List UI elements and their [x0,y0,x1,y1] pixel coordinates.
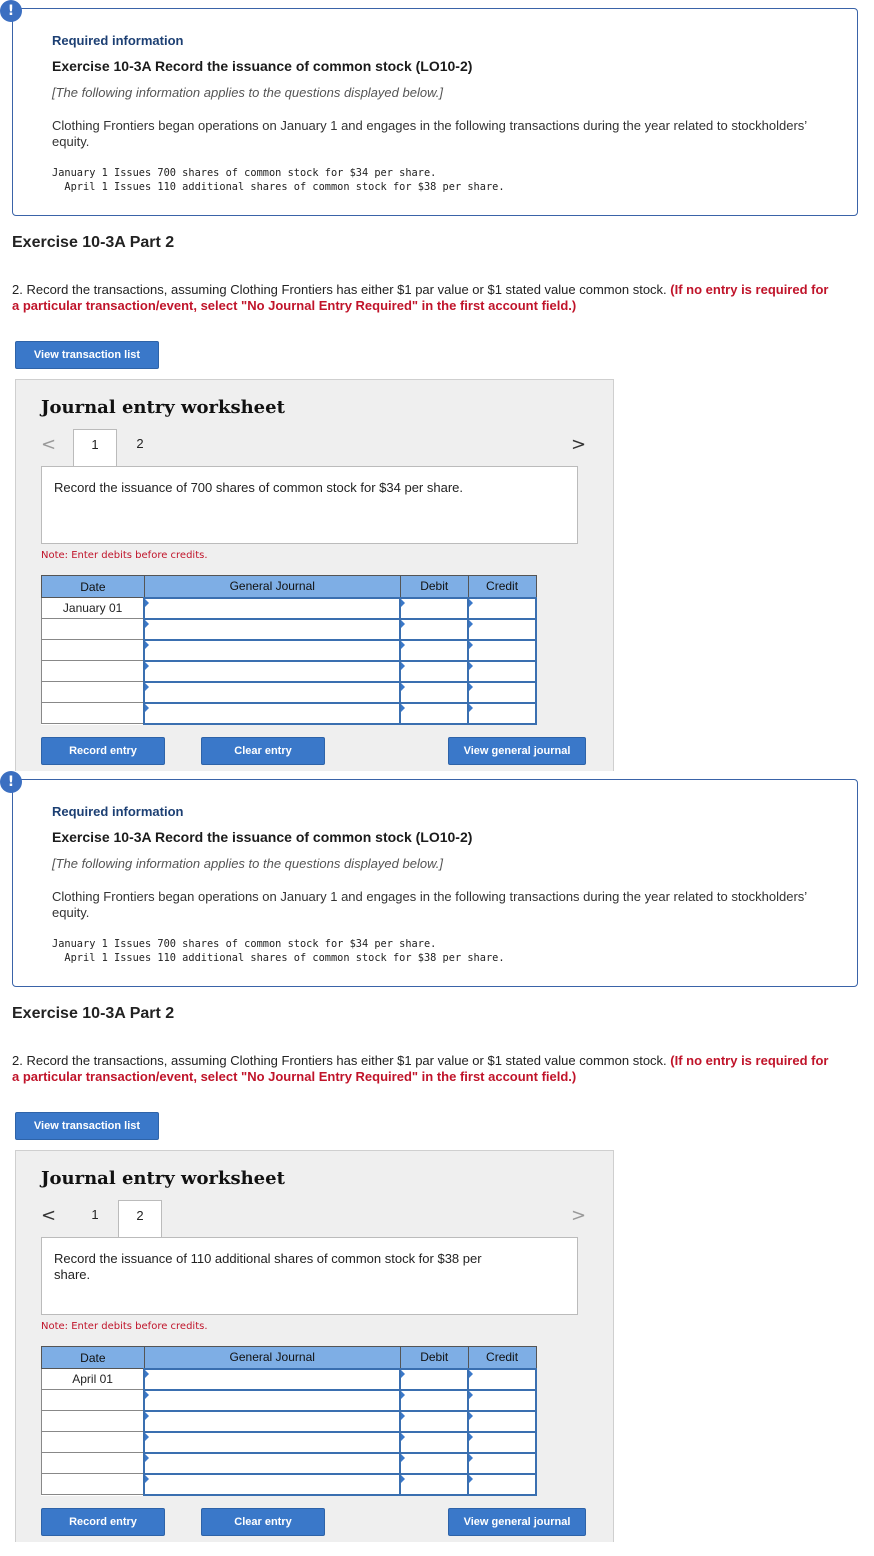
date-cell [42,1474,145,1495]
credit-field[interactable] [468,661,536,682]
alert-icon: ! [0,771,22,793]
journal-entry-worksheet [15,1150,614,1542]
debit-field[interactable] [400,1432,468,1453]
credit-field[interactable] [468,1453,536,1474]
record-entry-button[interactable]: Record entry [41,1508,165,1536]
transactions-list: January 1 Issues 700 shares of common stock for $34 per share. April 1 Issues 110 additional shares of common stock for $38 per share. [52,167,505,193]
view-transaction-list-button[interactable]: View transaction list [15,341,159,369]
intro-text: Clothing Frontiers began operations on January 1 and engages in the following transactions during the year related to stockholders’ equity. [52,889,807,920]
date-cell [42,682,145,703]
instruction-text [12,1053,832,1085]
account-field[interactable] [144,619,400,640]
credit-field[interactable] [468,703,536,724]
debit-credit-note: Note: Enter debits before credits. [41,550,208,561]
date-cell [42,661,145,682]
general-journal-header: General Journal [144,576,400,598]
credit-field[interactable] [468,1411,536,1432]
account-field[interactable] [144,1390,400,1411]
date-cell [42,1432,145,1453]
date-header: Date [42,576,145,598]
tab-2[interactable]: 2 [118,1200,162,1238]
instruction-main: 2. Record the transactions, assuming Clothing Frontiers has either $1 par value or $1 stated value common stock. [12,282,667,297]
account-field[interactable] [144,1432,400,1453]
date-cell [42,1453,145,1474]
intro-text: Clothing Frontiers began operations on January 1 and engages in the following transactions during the year related to stockholders’ equity. [52,118,807,149]
table-row [42,640,537,661]
instruction-warning: (If no entry is required for a particular transaction/event, select "No Journal Entry Required" in the first account field.) [12,282,829,313]
previous-arrow-icon[interactable]: < [41,1205,57,1226]
worksheet-title: Journal entry worksheet [41,1168,285,1189]
date-cell [42,1411,145,1432]
table-row [42,598,537,619]
tab-1[interactable]: 1 [91,1207,99,1222]
account-field[interactable] [144,1411,400,1432]
debit-field[interactable] [400,661,468,682]
view-general-journal-button[interactable]: View general journal [448,1508,586,1536]
table-row [42,1411,537,1432]
credit-field[interactable] [468,1390,536,1411]
journal-table [41,575,537,725]
date-cell [42,640,145,661]
table-row [42,682,537,703]
debit-header: Debit [400,576,468,598]
record-entry-button[interactable]: Record entry [41,737,165,765]
account-field[interactable] [144,682,400,703]
view-transaction-list-button[interactable]: View transaction list [15,1112,159,1140]
account-field[interactable] [144,1369,400,1390]
transactions-list: January 1 Issues 700 shares of common stock for $34 per share. April 1 Issues 110 additional shares of common stock for $38 per share. [52,938,505,964]
debit-field[interactable] [400,598,468,619]
required-information-box [12,8,858,216]
date-cell: April 01 [42,1369,145,1390]
debit-field[interactable] [400,682,468,703]
account-field[interactable] [144,640,400,661]
date-cell [42,619,145,640]
table-row [42,619,537,640]
clear-entry-button[interactable]: Clear entry [201,737,325,765]
instruction-warning: (If no entry is required for a particular transaction/event, select "No Journal Entry Required" in the first account field.) [12,1053,829,1084]
general-journal-header: General Journal [144,1347,400,1369]
next-arrow-icon[interactable]: > [571,1205,587,1226]
table-row [42,1432,537,1453]
debit-field[interactable] [400,1390,468,1411]
alert-icon: ! [0,0,22,22]
transaction-description-box [41,466,578,544]
journal-table [41,1346,537,1496]
date-cell: January 01 [42,598,145,619]
applies-note: [The following information applies to the questions displayed below.] [52,856,443,871]
next-arrow-icon[interactable]: > [571,434,587,455]
debit-credit-note: Note: Enter debits before credits. [41,1321,208,1332]
credit-field[interactable] [468,598,536,619]
view-general-journal-button[interactable]: View general journal [448,737,586,765]
instruction-text [12,282,832,314]
table-row [42,661,537,682]
account-field[interactable] [144,598,400,619]
credit-header: Credit [468,576,536,598]
required-info-heading: Required information [52,33,184,48]
worksheet-title: Journal entry worksheet [41,397,285,418]
part-title: Exercise 10-3A Part 2 [12,234,175,251]
debit-header: Debit [400,1347,468,1369]
debit-field[interactable] [400,703,468,724]
debit-field[interactable] [400,640,468,661]
table-row [42,703,537,724]
clear-entry-button[interactable]: Clear entry [201,1508,325,1536]
transaction-description: Record the issuance of 110 additional shares of common stock for $38 per share. [54,1251,482,1282]
debit-field[interactable] [400,619,468,640]
instruction-main: 2. Record the transactions, assuming Clothing Frontiers has either $1 par value or $1 stated value common stock. [12,1053,667,1068]
credit-field[interactable] [468,1432,536,1453]
credit-field[interactable] [468,1369,536,1390]
credit-field[interactable] [468,640,536,661]
table-row [42,1369,537,1390]
credit-field[interactable] [468,619,536,640]
date-header: Date [42,1347,145,1369]
credit-header: Credit [468,1347,536,1369]
date-cell [42,703,145,724]
debit-field[interactable] [400,1474,468,1495]
account-field[interactable] [144,703,400,724]
debit-field[interactable] [400,1369,468,1390]
table-row [42,1474,537,1495]
question-panel-2 [0,771,874,1542]
applies-note: [The following information applies to the questions displayed below.] [52,85,443,100]
previous-arrow-icon[interactable]: < [41,434,57,455]
tab-1[interactable]: 1 [73,429,117,467]
transaction-description-box [41,1237,578,1315]
exercise-title: Exercise 10-3A Record the issuance of common stock (LO10-2) [52,829,473,845]
date-cell [42,1390,145,1411]
account-field[interactable] [144,661,400,682]
account-field[interactable] [144,1474,400,1495]
required-info-heading: Required information [52,804,184,819]
journal-entry-worksheet [15,379,614,771]
part-title: Exercise 10-3A Part 2 [12,1005,175,1022]
debit-field[interactable] [400,1411,468,1432]
debit-field[interactable] [400,1453,468,1474]
transaction-description: Record the issuance of 700 shares of common stock for $34 per share. [54,480,463,495]
tab-2[interactable]: 2 [136,436,144,451]
credit-field[interactable] [468,682,536,703]
question-panel-1 [0,0,874,771]
required-information-box [12,779,858,987]
table-row [42,1453,537,1474]
account-field[interactable] [144,1453,400,1474]
table-row [42,1390,537,1411]
exercise-title: Exercise 10-3A Record the issuance of common stock (LO10-2) [52,58,473,74]
credit-field[interactable] [468,1474,536,1495]
